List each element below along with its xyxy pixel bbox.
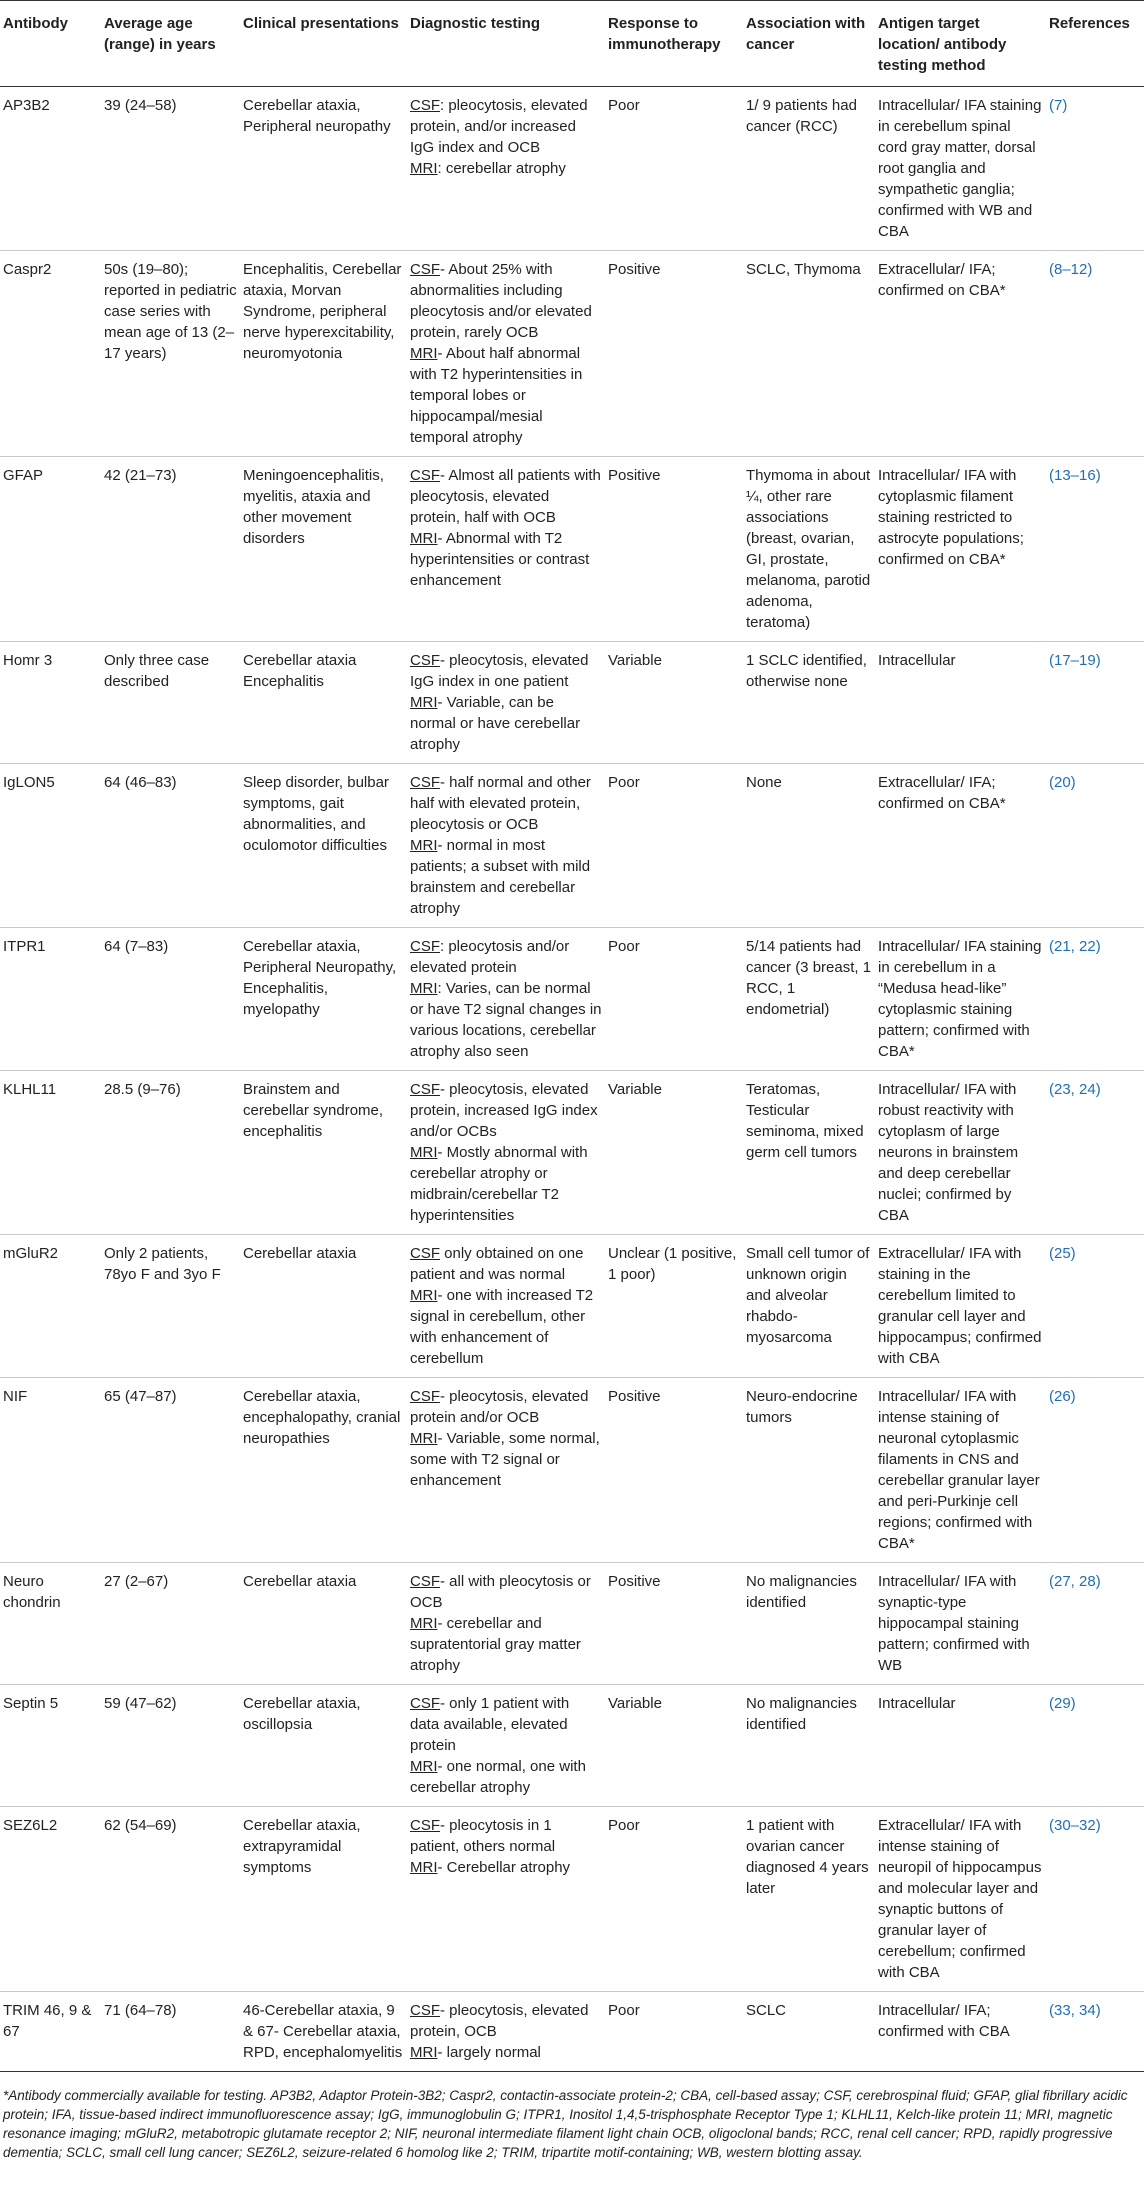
mri-text: - Variable, can be normal or have cerebellar atrophy xyxy=(410,694,581,753)
reference-link[interactable]: (21, 22) xyxy=(1046,928,1144,1071)
table-row xyxy=(0,642,1144,764)
csf-label: CSF xyxy=(410,774,440,791)
mri-label: MRI xyxy=(410,345,438,362)
cell-antibody: AP3B2 xyxy=(0,87,101,251)
cell-cancer-association: Teratomas, Testicular seminoma, mixed germ cell tumors xyxy=(743,1071,875,1235)
cell-antigen-target: Extracellular/ IFA; confirmed on CBA* xyxy=(875,251,1046,457)
cell-diagnostic-testing xyxy=(407,457,605,642)
mri-text: - one normal, one with cerebellar atrophy xyxy=(410,1758,586,1796)
mri-text: - About half abnormal with T2 hyperintensities in temporal lobes or hippocampal/mesial temporal atrophy xyxy=(410,345,583,446)
cell-clinical-presentations: Cerebellar ataxia, oscillopsia xyxy=(240,1685,407,1807)
reference-link[interactable]: (30–32) xyxy=(1046,1807,1144,1992)
cell-clinical-presentations: Cerebellar ataxia, Peripheral neuropathy xyxy=(240,87,407,251)
csf-finding xyxy=(410,2000,602,2042)
cell-diagnostic-testing xyxy=(407,1685,605,1807)
cell-average-age: 65 (47–87) xyxy=(101,1378,240,1563)
cell-antibody: SEZ6L2 xyxy=(0,1807,101,1992)
mri-finding xyxy=(410,978,602,1062)
csf-finding xyxy=(410,1571,602,1613)
header-antibody: Antibody xyxy=(0,1,101,87)
csf-text: - pleocytosis, elevated protein, increased IgG index and/or OCBs xyxy=(410,1081,598,1140)
cell-antibody: TRIM 46, 9 & 67 xyxy=(0,1992,101,2072)
mri-finding xyxy=(410,343,602,448)
csf-finding xyxy=(410,1079,602,1142)
cell-average-age: 59 (47–62) xyxy=(101,1685,240,1807)
csf-finding xyxy=(410,95,602,158)
mri-text: - cerebellar and supratentorial gray matter atrophy xyxy=(410,1615,581,1674)
cell-average-age: Only 2 patients, 78yo F and 3yo F xyxy=(101,1235,240,1378)
cell-diagnostic-testing xyxy=(407,928,605,1071)
cell-clinical-presentations: Meningoencephalitis, myelitis, ataxia and other movement disorders xyxy=(240,457,407,642)
csf-label: CSF xyxy=(410,652,440,669)
cell-response: Poor xyxy=(605,764,743,928)
mri-finding xyxy=(410,692,602,755)
csf-finding xyxy=(410,1243,602,1285)
cell-cancer-association: SCLC xyxy=(743,1992,875,2072)
mri-text: - largely normal xyxy=(437,2044,541,2061)
cell-diagnostic-testing xyxy=(407,1378,605,1563)
cell-average-age: 64 (46–83) xyxy=(101,764,240,928)
cell-antibody: Neuro chondrin xyxy=(0,1563,101,1685)
csf-finding xyxy=(410,1815,602,1857)
table-footnote: *Antibody commercially available for testing. AP3B2, Adaptor Protein-3B2; Caspr2, contactin-associate protein-2; CBA, cell-based assay; CSF, cerebrospinal fluid; GFAP, glial fibrillary acidic protein; IFA, tissue-based indirect immunofluorescence assay; IgG, immunoglobulin G; ITPR1, Inositol 1,4,5-trisphosphate Receptor Type 1; KLHL11, Kelch-like protein 11; MRI, magnetic resonance imaging; mGluR2, metabotropic glutamate receptor 2; NIF, neuronal intermediate filament light chain OCB, oligoclonal bands; RCC, renal cell cancer; RPD, rapidly progressive dementia; SCLC, small cell lung cancer; SEZ6L2, seizure-related 6 homolog like 2; TRIM, tripartite motif-containing; WB, western blotting assay. xyxy=(3,2088,1128,2160)
table-row xyxy=(0,764,1144,928)
cell-antigen-target: Intracellular xyxy=(875,642,1046,764)
table-row xyxy=(0,1685,1144,1807)
table-row xyxy=(0,251,1144,457)
reference-link[interactable]: (8–12) xyxy=(1046,251,1144,457)
mri-finding xyxy=(410,1613,602,1676)
cell-antibody: Caspr2 xyxy=(0,251,101,457)
cell-response: Poor xyxy=(605,1992,743,2072)
cell-average-age: 42 (21–73) xyxy=(101,457,240,642)
cell-response: Positive xyxy=(605,457,743,642)
mri-text: : Varies, can be normal or have T2 signal changes in various locations, cerebellar atrophy also seen xyxy=(410,980,602,1060)
csf-label: CSF xyxy=(410,261,440,278)
cell-diagnostic-testing xyxy=(407,1807,605,1992)
cell-antigen-target: Intracellular/ IFA with synaptic-type hippocampal staining pattern; confirmed with WB xyxy=(875,1563,1046,1685)
mri-text: : cerebellar atrophy xyxy=(437,160,566,177)
cell-diagnostic-testing xyxy=(407,1563,605,1685)
cell-diagnostic-testing xyxy=(407,764,605,928)
mri-text: - Mostly abnormal with cerebellar atrophy or midbrain/cerebellar T2 hyperintensities xyxy=(410,1144,588,1224)
csf-text: - pleocytosis in 1 patient, others normal xyxy=(410,1817,556,1855)
table-row xyxy=(0,1807,1144,1992)
csf-text: only obtained on one patient and was normal xyxy=(410,1245,584,1283)
cell-cancer-association: None xyxy=(743,764,875,928)
cell-antigen-target: Intracellular/ IFA staining in cerebellum spinal cord gray matter, dorsal root ganglia and sympathetic ganglia; confirmed with WB and CBA xyxy=(875,87,1046,251)
csf-label: CSF xyxy=(410,1245,440,1262)
table-header xyxy=(0,1,1144,87)
cell-clinical-presentations: Cerebellar ataxia xyxy=(240,1563,407,1685)
cell-diagnostic-testing xyxy=(407,1071,605,1235)
table-row xyxy=(0,1992,1144,2072)
table-row xyxy=(0,1563,1144,1685)
csf-finding xyxy=(410,465,602,528)
mri-label: MRI xyxy=(410,837,438,854)
csf-label: CSF xyxy=(410,2002,440,2019)
mri-finding xyxy=(410,528,602,591)
csf-label: CSF xyxy=(410,1388,440,1405)
cell-antibody: ITPR1 xyxy=(0,928,101,1071)
cell-average-age: 28.5 (9–76) xyxy=(101,1071,240,1235)
mri-text: - one with increased T2 signal in cerebellum, other with enhancement of cerebellum xyxy=(410,1287,594,1367)
cell-average-age: 50s (19–80); reported in pediatric case series with mean age of 13 (2–17 years) xyxy=(101,251,240,457)
mri-finding xyxy=(410,1857,602,1878)
mri-label: MRI xyxy=(410,530,438,547)
cell-cancer-association: 1/ 9 patients had cancer (RCC) xyxy=(743,87,875,251)
table-row xyxy=(0,87,1144,251)
cell-response: Poor xyxy=(605,1807,743,1992)
reference-link[interactable]: (33, 34) xyxy=(1046,1992,1144,2072)
cell-clinical-presentations: Cerebellar ataxia, extrapyramidal symptoms xyxy=(240,1807,407,1992)
mri-finding xyxy=(410,1142,602,1226)
mri-label: MRI xyxy=(410,1859,438,1876)
cell-diagnostic-testing xyxy=(407,1992,605,2072)
mri-label: MRI xyxy=(410,1144,438,1161)
cell-average-age: 64 (7–83) xyxy=(101,928,240,1071)
csf-text: - Almost all patients with pleocytosis, elevated protein, half with OCB xyxy=(410,467,601,526)
csf-label: CSF xyxy=(410,1817,440,1834)
mri-text: - Cerebellar atrophy xyxy=(437,1859,571,1876)
cell-clinical-presentations: Encephalitis, Cerebellar ataxia, Morvan Syndrome, peripheral nerve hyperexcitability, neuromyotonia xyxy=(240,251,407,457)
cell-antibody: KLHL11 xyxy=(0,1071,101,1235)
cell-antibody: GFAP xyxy=(0,457,101,642)
reference-link[interactable]: (20) xyxy=(1046,764,1144,928)
csf-label: CSF xyxy=(410,938,440,955)
cell-antigen-target: Extracellular/ IFA; confirmed on CBA* xyxy=(875,764,1046,928)
cell-response: Variable xyxy=(605,1685,743,1807)
mri-label: MRI xyxy=(410,1430,438,1447)
header-diagnostic-testing: Diagnostic testing xyxy=(407,1,605,87)
mri-finding xyxy=(410,835,602,919)
csf-label: CSF xyxy=(410,467,440,484)
cell-average-age: Only three case described xyxy=(101,642,240,764)
cell-average-age: 39 (24–58) xyxy=(101,87,240,251)
cell-diagnostic-testing xyxy=(407,642,605,764)
cell-response: Positive xyxy=(605,251,743,457)
cell-antibody: IgLON5 xyxy=(0,764,101,928)
csf-label: CSF xyxy=(410,1573,440,1590)
cell-antibody: Homr 3 xyxy=(0,642,101,764)
cell-antibody: Septin 5 xyxy=(0,1685,101,1807)
cell-response: Variable xyxy=(605,642,743,764)
csf-text: : pleocytosis, elevated protein, and/or increased IgG index and OCB xyxy=(410,97,588,156)
csf-text: - pleocytosis, elevated protein, OCB xyxy=(410,2002,589,2040)
cell-cancer-association: Small cell tumor of unknown origin and alveolar rhabdo-myosarcoma xyxy=(743,1235,875,1378)
cell-average-age: 71 (64–78) xyxy=(101,1992,240,2072)
cell-cancer-association: No malignancies identified xyxy=(743,1685,875,1807)
reference-link[interactable]: (25) xyxy=(1046,1235,1144,1378)
mri-finding xyxy=(410,1428,602,1491)
cell-cancer-association: Thymoma in about ¼, other rare associations (breast, ovarian, GI, prostate, melanoma, parotid adenoma, teratoma) xyxy=(743,457,875,642)
csf-finding xyxy=(410,936,602,978)
header-row xyxy=(0,1,1144,87)
cell-clinical-presentations: Brainstem and cerebellar syndrome, encephalitis xyxy=(240,1071,407,1235)
table-row xyxy=(0,928,1144,1071)
cell-antibody: NIF xyxy=(0,1378,101,1563)
cell-diagnostic-testing xyxy=(407,251,605,457)
header-antigen-target: Antigen target location/ antibody testing method xyxy=(875,1,1046,87)
cell-cancer-association: SCLC, Thymoma xyxy=(743,251,875,457)
cell-antigen-target: Intracellular/ IFA with intense staining of neuronal cytoplasmic filaments in CNS and cerebellar granular layer and peri-Purkinje cell regions; confirmed with CBA* xyxy=(875,1378,1046,1563)
table-row xyxy=(0,1378,1144,1563)
cell-cancer-association: 1 patient with ovarian cancer diagnosed 4 years later xyxy=(743,1807,875,1992)
mri-finding xyxy=(410,1285,602,1369)
header-association-with-cancer: Association with cancer xyxy=(743,1,875,87)
mri-label: MRI xyxy=(410,2044,438,2061)
header-average-age: Average age (range) in years xyxy=(101,1,240,87)
reference-link[interactable]: (29) xyxy=(1046,1685,1144,1807)
csf-finding xyxy=(410,772,602,835)
reference-link[interactable]: (26) xyxy=(1046,1378,1144,1563)
csf-finding xyxy=(410,259,602,343)
cell-clinical-presentations: Cerebellar ataxia xyxy=(240,1235,407,1378)
csf-text: - About 25% with abnormalities including pleocytosis and/or elevated protein, rarely OCB xyxy=(410,261,592,341)
cell-antigen-target: Extracellular/ IFA with staining in the cerebellum limited to granular cell layer and hippocampus; confirmed with CBA xyxy=(875,1235,1046,1378)
mri-finding xyxy=(410,2042,602,2063)
cell-clinical-presentations: Sleep disorder, bulbar symptoms, gait abnormalities, and oculomotor difficulties xyxy=(240,764,407,928)
cell-antigen-target: Extracellular/ IFA with intense staining of neuropil of hippocampus and molecular layer and synaptic buttons of granular layer of cerebellum; confirmed with CBA xyxy=(875,1807,1046,1992)
table-body xyxy=(0,87,1144,2072)
cell-response: Unclear (1 positive, 1 poor) xyxy=(605,1235,743,1378)
mri-text: - normal in most patients; a subset with mild brainstem and cerebellar atrophy xyxy=(410,837,591,917)
csf-label: CSF xyxy=(410,1695,440,1712)
mri-finding xyxy=(410,1756,602,1798)
cell-clinical-presentations: Cerebellar ataxia, encephalopathy, cranial neuropathies xyxy=(240,1378,407,1563)
cell-clinical-presentations: Cerebellar ataxia, Peripheral Neuropathy, Encephalitis, myelopathy xyxy=(240,928,407,1071)
csf-text: - pleocytosis, elevated protein and/or OCB xyxy=(410,1388,589,1426)
cell-clinical-presentations: Cerebellar ataxia Encephalitis xyxy=(240,642,407,764)
reference-link[interactable]: (7) xyxy=(1046,87,1144,251)
cell-cancer-association: 5/14 patients had cancer (3 breast, 1 RCC, 1 endometrial) xyxy=(743,928,875,1071)
cell-antigen-target: Intracellular/ IFA; confirmed with CBA xyxy=(875,1992,1046,2072)
cell-antibody: mGluR2 xyxy=(0,1235,101,1378)
cell-response: Poor xyxy=(605,928,743,1071)
cell-clinical-presentations: 46-Cerebellar ataxia, 9 & 67- Cerebellar ataxia, RPD, encephalomyelitis xyxy=(240,1992,407,2072)
csf-text: - only 1 patient with data available, elevated protein xyxy=(410,1695,570,1754)
reference-link[interactable]: (13–16) xyxy=(1046,457,1144,642)
table-row xyxy=(0,1235,1144,1378)
table-row xyxy=(0,457,1144,642)
cell-average-age: 27 (2–67) xyxy=(101,1563,240,1685)
csf-finding xyxy=(410,650,602,692)
csf-finding xyxy=(410,1386,602,1428)
csf-text: - half normal and other half with elevated protein, pleocytosis or OCB xyxy=(410,774,591,833)
csf-finding xyxy=(410,1693,602,1756)
reference-link[interactable]: (17–19) xyxy=(1046,642,1144,764)
cell-diagnostic-testing xyxy=(407,1235,605,1378)
cell-response: Positive xyxy=(605,1378,743,1563)
cell-average-age: 62 (54–69) xyxy=(101,1807,240,1992)
reference-link[interactable]: (23, 24) xyxy=(1046,1071,1144,1235)
cell-antigen-target: Intracellular/ IFA with cytoplasmic filament staining restricted to astrocyte populations; confirmed on CBA* xyxy=(875,457,1046,642)
csf-text: - pleocytosis, elevated IgG index in one patient xyxy=(410,652,589,690)
csf-label: CSF xyxy=(410,97,440,114)
csf-text: : pleocytosis and/or elevated protein xyxy=(410,938,570,976)
mri-label: MRI xyxy=(410,1287,438,1304)
header-references: References xyxy=(1046,1,1144,87)
reference-link[interactable]: (27, 28) xyxy=(1046,1563,1144,1685)
cell-antigen-target: Intracellular/ IFA with robust reactivity with cytoplasm of large neurons in brainstem and deep cerebellar nuclei; confirmed by CBA xyxy=(875,1071,1046,1235)
mri-label: MRI xyxy=(410,980,438,997)
cell-diagnostic-testing xyxy=(407,87,605,251)
cell-cancer-association: No malignancies identified xyxy=(743,1563,875,1685)
cell-response: Positive xyxy=(605,1563,743,1685)
mri-label: MRI xyxy=(410,1758,438,1775)
header-clinical-presentations: Clinical presentations xyxy=(240,1,407,87)
cell-response: Variable xyxy=(605,1071,743,1235)
mri-text: - Abnormal with T2 hyperintensities or contrast enhancement xyxy=(410,530,590,589)
csf-text: - all with pleocytosis or OCB xyxy=(410,1573,591,1611)
mri-label: MRI xyxy=(410,160,438,177)
cell-cancer-association: 1 SCLC identified, otherwise none xyxy=(743,642,875,764)
mri-finding xyxy=(410,158,602,179)
mri-label: MRI xyxy=(410,694,438,711)
cell-cancer-association: Neuro-endocrine tumors xyxy=(743,1378,875,1563)
table-row xyxy=(0,1071,1144,1235)
mri-text: - Variable, some normal, some with T2 signal or enhancement xyxy=(410,1430,600,1489)
mri-label: MRI xyxy=(410,1615,438,1632)
cell-antigen-target: Intracellular/ IFA staining in cerebellum in a “Medusa head-like” cytoplasmic staining pattern; confirmed with CBA* xyxy=(875,928,1046,1071)
cell-response: Poor xyxy=(605,87,743,251)
csf-label: CSF xyxy=(410,1081,440,1098)
header-response-to-immunotherapy: Response to immunotherapy xyxy=(605,1,743,87)
cell-antigen-target: Intracellular xyxy=(875,1685,1046,1807)
